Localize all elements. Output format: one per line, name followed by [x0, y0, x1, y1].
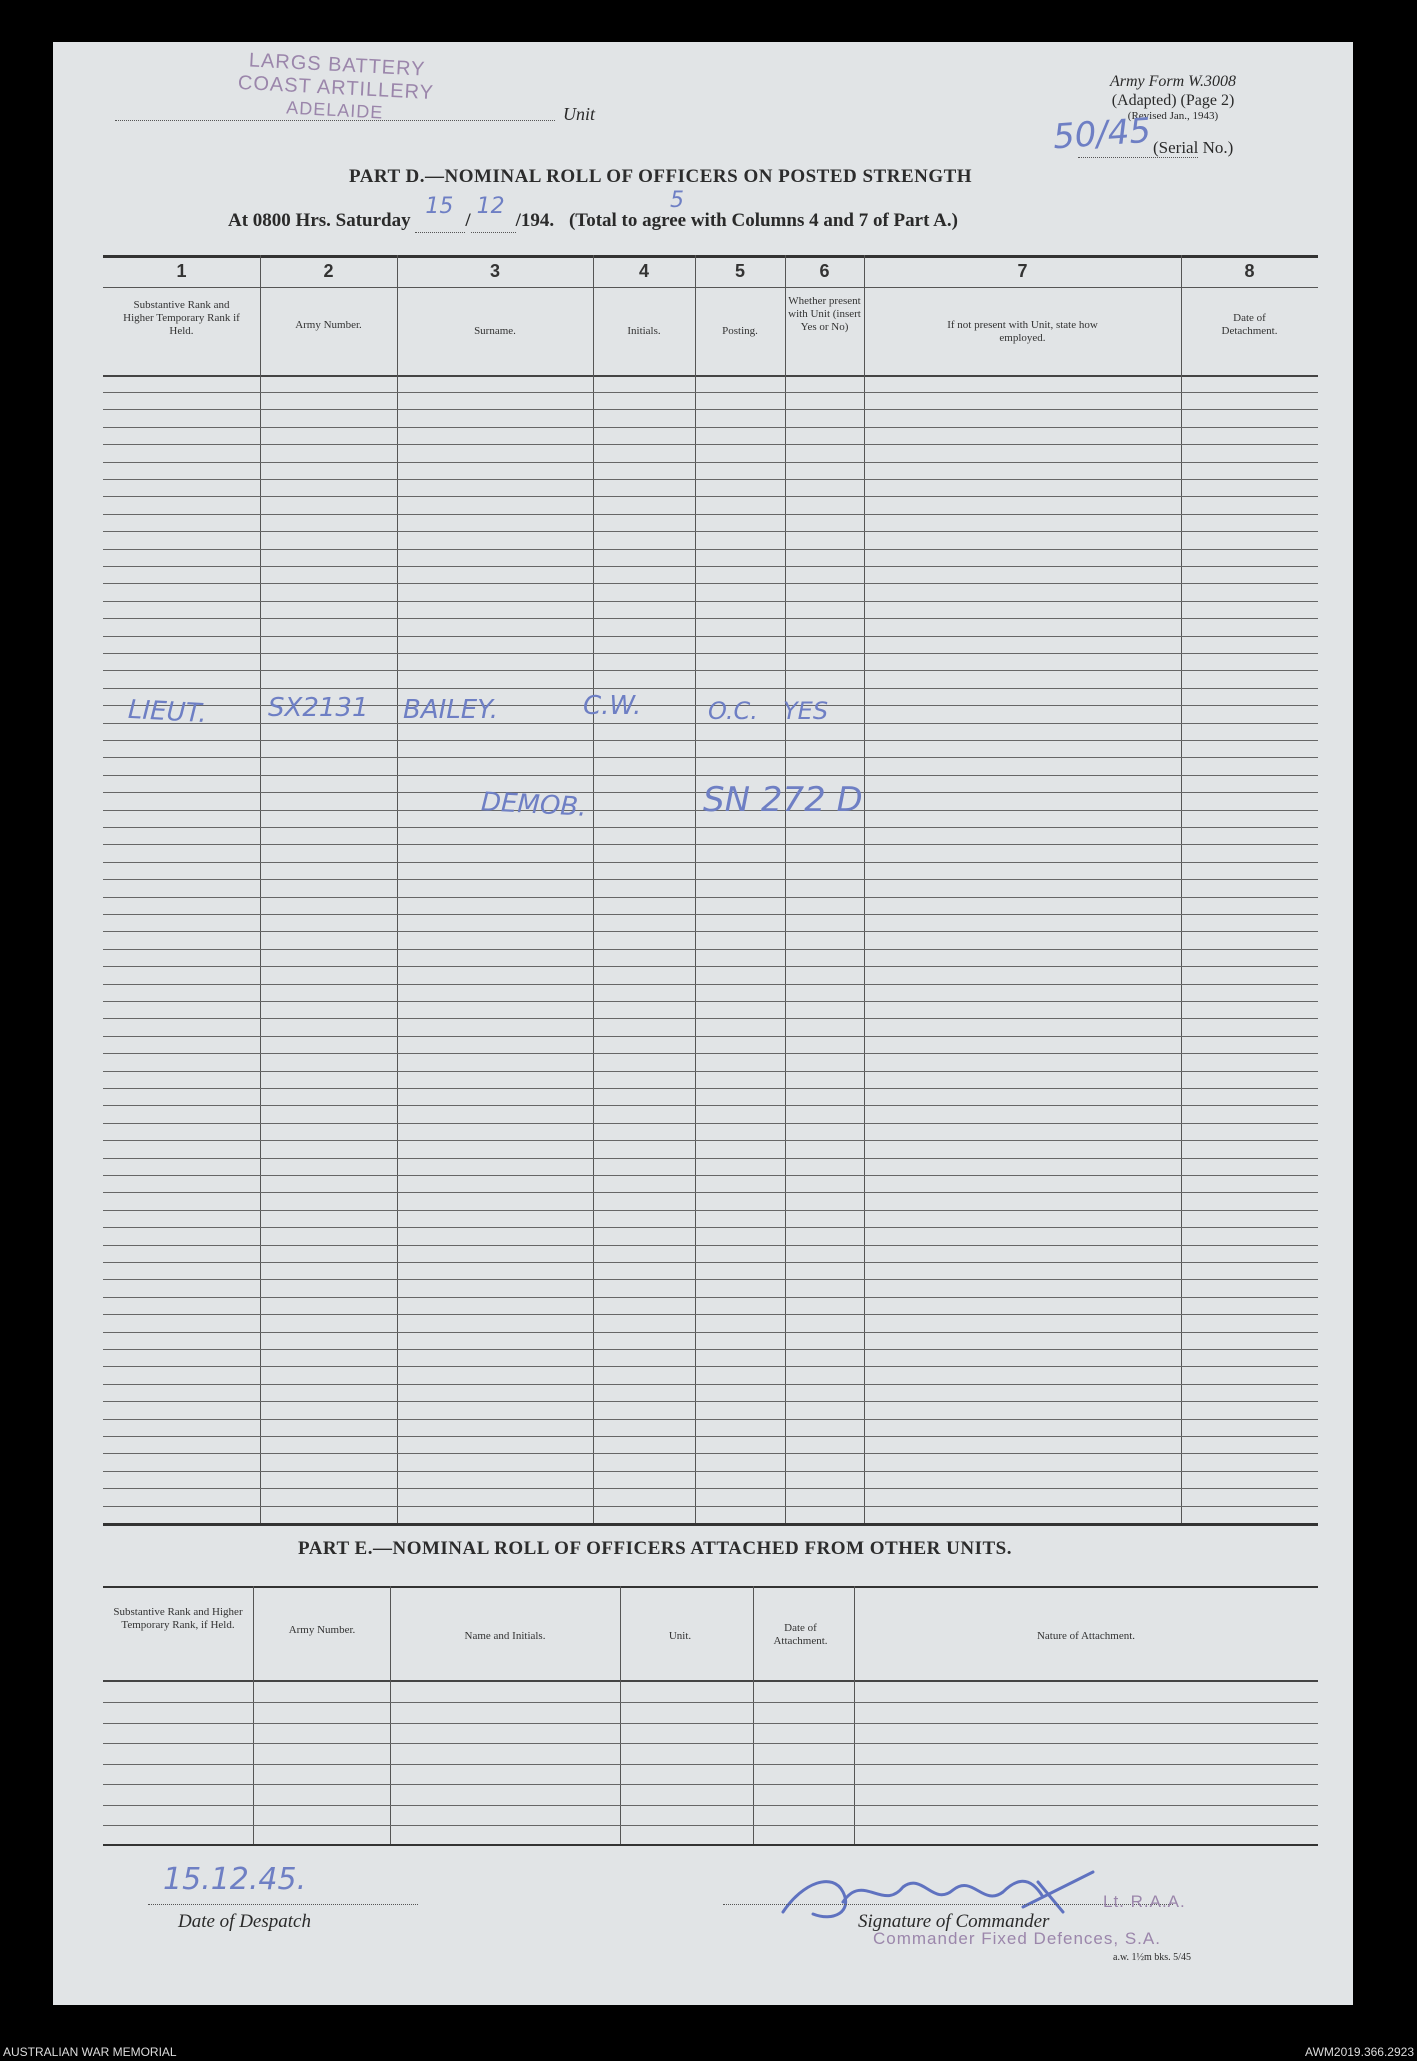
part-e-row-rule — [103, 1764, 1318, 1765]
part-d-row-rule — [103, 1071, 1318, 1072]
part-d-row-rule — [103, 444, 1318, 445]
date-year: /194. — [515, 210, 555, 231]
stamp-line-3: ADELAIDE — [285, 97, 384, 123]
date-month-blank — [471, 194, 516, 233]
part-d-date-line: At 0800 Hrs. Saturday 15 / 12 /194. 5 (Total to agree with Columns 4 and 7 of Part A.) — [228, 188, 958, 231]
part-d-row-rule — [103, 1053, 1318, 1054]
part-d-row-rule — [103, 1436, 1318, 1437]
part-d-row-rule — [103, 479, 1318, 480]
part-d-row-rule — [103, 1349, 1318, 1350]
part-d-column-divider — [785, 255, 786, 1523]
signature-label: Signature of Commander — [858, 1911, 1050, 1932]
part-d-row-rule — [103, 862, 1318, 863]
part-d-row-rule — [103, 1088, 1318, 1089]
part-d-row-rule — [103, 1036, 1318, 1037]
part-e-top-rule — [103, 1586, 1318, 1588]
col-head-rank: Substantive Rank and Higher Temporary Rank if Held. — [123, 299, 240, 337]
part-e-row-rule — [103, 1825, 1318, 1826]
col-num-8: 8 — [1244, 261, 1255, 281]
part-d-row-rule — [103, 1314, 1318, 1315]
col-num-1: 1 — [176, 261, 187, 281]
part-d-row-rule — [103, 1105, 1318, 1106]
e-col-head-unit: Unit. — [668, 1630, 692, 1642]
part-d-row-rule — [103, 1401, 1318, 1402]
col-head-detachment: Date of Detachment. — [1221, 312, 1278, 337]
part-d-row-rule — [103, 1175, 1318, 1176]
part-d-body-rule — [103, 375, 1318, 377]
stamp-line-2: COAST ARTILLERY — [237, 71, 435, 105]
part-d-row-rule — [103, 1018, 1318, 1019]
serial-handwritten: 50/45 — [1051, 110, 1153, 158]
col-num-7: 7 — [1017, 261, 1028, 281]
stamp-line-1: LARGS BATTERY — [248, 49, 427, 81]
date-day-blank — [415, 194, 465, 233]
e-col-head-rank: Substantive Rank and Higher Temporary Rank, if Held. — [113, 1606, 243, 1631]
part-e-row-rule — [103, 1805, 1318, 1806]
col-head-initials: Initials. — [627, 325, 661, 337]
part-d-row-rule — [103, 1245, 1318, 1246]
part-d-row-rule — [103, 566, 1318, 567]
part-e-row-rule — [103, 1784, 1318, 1785]
col-num-4: 4 — [638, 261, 649, 281]
part-e-row-rule — [103, 1723, 1318, 1724]
part-d-row-rule — [103, 653, 1318, 654]
unit-stamp — [234, 49, 437, 126]
form-line-2: (Adapted) (Page 2) — [1111, 92, 1235, 109]
date-day-hand: 15 — [425, 194, 454, 219]
part-d-row-rule — [103, 392, 1318, 393]
part-e-row-rule — [103, 1702, 1318, 1703]
part-d-row-rule — [103, 1262, 1318, 1263]
entry-posting: O.C. — [708, 697, 758, 725]
part-d-row-rule — [103, 1488, 1318, 1489]
part-d-row-rule — [103, 496, 1318, 497]
part-d-column-divider — [397, 255, 398, 1523]
col-head-surname: Surname. — [474, 325, 516, 337]
at-prefix: At 0800 Hrs. Saturday — [228, 210, 411, 231]
unit-label: Unit — [563, 104, 596, 124]
date-year-hand: 5 — [670, 188, 684, 213]
part-d-title: PART D.—NOMINAL ROLL OF OFFICERS ON POSTED STRENGTH — [349, 166, 973, 187]
part-d-row-rule — [103, 1279, 1318, 1280]
e-col-head-army-number: Army Number. — [288, 1624, 356, 1636]
part-d-column-divider — [593, 255, 594, 1523]
part-d-row-rule — [103, 827, 1318, 828]
part-d-row-rule — [103, 531, 1318, 532]
col-num-5: 5 — [734, 261, 745, 281]
part-d-row-rule — [103, 775, 1318, 776]
part-d-row-rule — [103, 1227, 1318, 1228]
form-line-1: Army Form W.3008 — [1109, 73, 1237, 90]
col-head-posting: Posting. — [722, 325, 758, 337]
col-head-employed: If not present with Unit, state how employed. — [947, 319, 1098, 344]
part-d-row-rule — [103, 688, 1318, 689]
entry-rank: LIEUT. — [127, 694, 208, 730]
part-d-row-rule — [103, 1210, 1318, 1211]
part-d-row-rule — [103, 897, 1318, 898]
part-d-row-rule — [103, 427, 1318, 428]
part-d-column-divider — [695, 255, 696, 1523]
part-d-column-divider — [864, 255, 865, 1523]
entry-note: DEMOB. — [480, 787, 588, 823]
col-head-present: Whether present with Unit (insert Yes or No) — [788, 295, 861, 333]
part-d-row-rule — [103, 618, 1318, 619]
part-d-row-rule — [103, 670, 1318, 671]
part-d-row-rule — [103, 549, 1318, 550]
part-d-row-rule — [103, 1419, 1318, 1420]
despatch-line — [148, 1904, 418, 1905]
part-d-header-rule — [103, 287, 1318, 288]
col-head-army-number: Army Number. — [295, 319, 362, 331]
part-d-row-rule — [103, 844, 1318, 845]
part-d-row-rule — [103, 1158, 1318, 1159]
archive-credit: AUSTRALIAN WAR MEMORIAL — [3, 2045, 177, 2059]
part-d-row-rule — [103, 1123, 1318, 1124]
part-d-column-divider — [1181, 255, 1182, 1523]
part-d-row-rule — [103, 1453, 1318, 1454]
print-reference: a.w. 1½m bks. 5/45 — [1113, 1952, 1191, 1963]
part-d-row-rule — [103, 757, 1318, 758]
part-d-row-rule — [103, 1192, 1318, 1193]
part-d-table — [103, 255, 1318, 1527]
part-d-row-rule — [103, 1140, 1318, 1141]
col-num-2: 2 — [323, 261, 334, 281]
part-d-row-rule — [103, 601, 1318, 602]
part-e-row-rule — [103, 1743, 1318, 1744]
part-d-row-rule — [103, 1384, 1318, 1385]
form-line-3: (Revised Jan., 1943) — [1127, 110, 1219, 122]
commander-stamp-line-1: Lt. R.A.A. — [1103, 1892, 1186, 1911]
col-num-3: 3 — [489, 261, 500, 281]
part-d-row-rule — [103, 966, 1318, 967]
part-e-header-rule — [103, 1680, 1318, 1682]
part-d-row-rule — [103, 1297, 1318, 1298]
part-d-row-rule — [103, 1001, 1318, 1002]
part-d-row-rule — [103, 1366, 1318, 1367]
unit-line — [115, 120, 555, 121]
part-d-row-rule — [103, 1506, 1318, 1507]
part-d-row-rule — [103, 636, 1318, 637]
serial-label: (Serial No.) — [1153, 138, 1234, 157]
part-d-bottom-rule — [103, 1523, 1318, 1526]
part-e-bottom-rule — [103, 1844, 1318, 1846]
entry-initials: C.W. — [583, 691, 642, 721]
despatch-date-hand: 15.12.45. — [163, 1862, 307, 1897]
at-suffix: (Total to agree with Columns 4 and 7 of Part A.) — [568, 210, 958, 231]
part-d-column-divider — [260, 255, 261, 1523]
entry-army-number: SX2131 — [268, 693, 369, 723]
entry-surname: BAILEY. — [403, 695, 498, 725]
part-d-row-rule — [103, 879, 1318, 880]
col-num-6: 6 — [819, 261, 830, 281]
entry-present: YES — [783, 697, 829, 725]
e-col-head-nature: Nature of Attachment. — [1036, 1630, 1136, 1642]
form-page — [53, 42, 1353, 2005]
entry-note-ref: SN 272 D — [703, 780, 863, 820]
part-d-row-rule — [103, 462, 1318, 463]
part-d-row-rule — [103, 514, 1318, 515]
part-e-table — [103, 1544, 1318, 1849]
despatch-label: Date of Despatch — [178, 1911, 311, 1932]
archive-reference: AWM2019.366.2923 — [1305, 2045, 1414, 2059]
part-d-row-rule — [103, 949, 1318, 950]
e-col-head-date: Date of Attachment. — [773, 1622, 828, 1647]
part-d-row-rule — [103, 1471, 1318, 1472]
date-month-hand: 12 — [476, 194, 505, 219]
part-d-row-rule — [103, 914, 1318, 915]
part-d-row-rule — [103, 583, 1318, 584]
part-d-row-rule — [103, 409, 1318, 410]
part-e-title: PART E.—NOMINAL ROLL OF OFFICERS ATTACHED FROM OTHER UNITS. — [298, 1538, 1012, 1559]
e-col-head-name: Name and Initials. — [464, 1630, 546, 1642]
part-d-row-rule — [103, 1332, 1318, 1333]
commander-stamp-line-2: Commander Fixed Defences, S.A. — [873, 1929, 1161, 1948]
part-d-top-rule — [103, 255, 1318, 258]
part-d-row-rule — [103, 740, 1318, 741]
part-d-row-rule — [103, 984, 1318, 985]
part-d-row-rule — [103, 931, 1318, 932]
